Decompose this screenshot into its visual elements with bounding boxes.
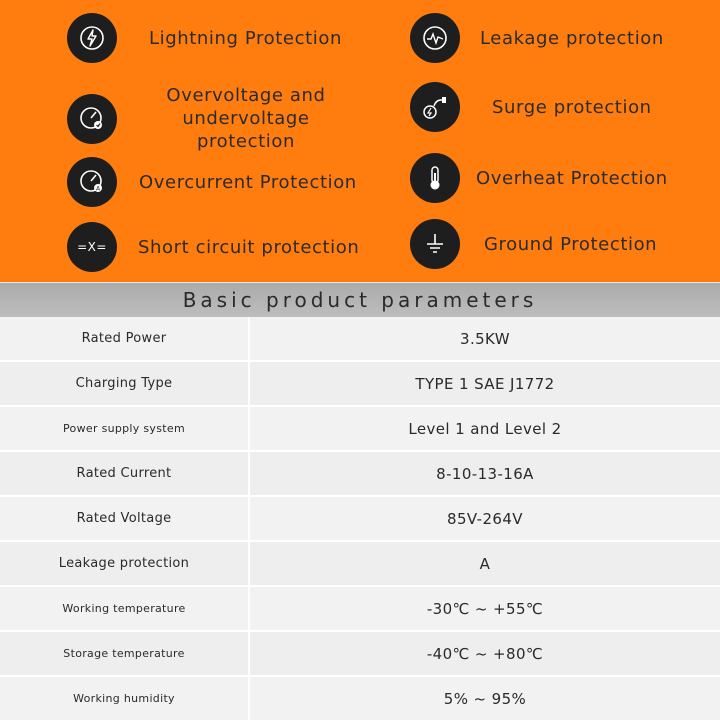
feature-overcurrent xyxy=(67,157,357,207)
param-key: Working temperature xyxy=(0,586,249,631)
param-key: Storage temperature xyxy=(0,631,249,676)
leakage-icon xyxy=(410,13,460,63)
feature-label: Overvoltage and undervoltage protection xyxy=(166,85,326,152)
param-key: Rated Power xyxy=(0,317,249,361)
svg-text:A: A xyxy=(95,185,101,193)
thermometer-icon xyxy=(410,153,460,203)
feature-lightning xyxy=(67,13,342,63)
table-row xyxy=(0,541,720,586)
param-key: Charging Type xyxy=(0,361,249,406)
feature-ground xyxy=(410,219,657,269)
param-value: Level 1 and Level 2 xyxy=(249,406,720,451)
short-circuit-glyph: =X= xyxy=(77,240,107,254)
param-value: TYPE 1 SAE J1772 xyxy=(249,361,720,406)
feature-leakage xyxy=(410,13,664,63)
section-header xyxy=(0,282,720,317)
feature-label: Surge protection xyxy=(492,96,652,118)
feature-overvoltage xyxy=(67,84,361,153)
param-value: 5% ~ 95% xyxy=(249,676,720,721)
param-value: 85V-264V xyxy=(249,496,720,541)
param-value: -40℃ ~ +80℃ xyxy=(249,631,720,676)
table-row xyxy=(0,406,720,451)
surge-plug-icon xyxy=(410,82,460,132)
table-row xyxy=(0,361,720,406)
param-key: Working humidity xyxy=(0,676,249,721)
param-key: Leakage protection xyxy=(0,541,249,586)
short-circuit-icon xyxy=(67,222,117,272)
table-row xyxy=(0,451,720,496)
param-value: 8-10-13-16A xyxy=(249,451,720,496)
param-key: Rated Current xyxy=(0,451,249,496)
feature-label: Ground Protection xyxy=(484,233,658,255)
param-value: 3.5KW xyxy=(249,317,720,361)
voltage-meter-icon xyxy=(67,94,117,144)
table-row xyxy=(0,586,720,631)
ground-icon xyxy=(410,219,460,269)
feature-label: Overcurrent Protection xyxy=(139,171,357,193)
param-key: Rated Voltage xyxy=(0,496,249,541)
table-row xyxy=(0,317,720,361)
feature-label: Short circuit protection xyxy=(138,236,360,258)
current-meter-icon xyxy=(67,157,117,207)
parameters-table xyxy=(0,317,720,722)
feature-label: Overheat Protection xyxy=(476,167,668,189)
param-value: A xyxy=(249,541,720,586)
table-row xyxy=(0,676,720,721)
feature-surge xyxy=(410,82,652,132)
section-title: Basic product parameters xyxy=(182,288,538,312)
param-value: -30℃ ~ +55℃ xyxy=(249,586,720,631)
feature-short-circuit xyxy=(67,222,359,272)
feature-overheat xyxy=(410,153,668,203)
table-row xyxy=(0,496,720,541)
feature-label: Lightning Protection xyxy=(149,27,342,49)
protection-features xyxy=(0,0,720,282)
param-key: Power supply system xyxy=(0,406,249,451)
lightning-icon xyxy=(67,13,117,63)
table-row xyxy=(0,631,720,676)
feature-label: Leakage protection xyxy=(480,27,664,49)
